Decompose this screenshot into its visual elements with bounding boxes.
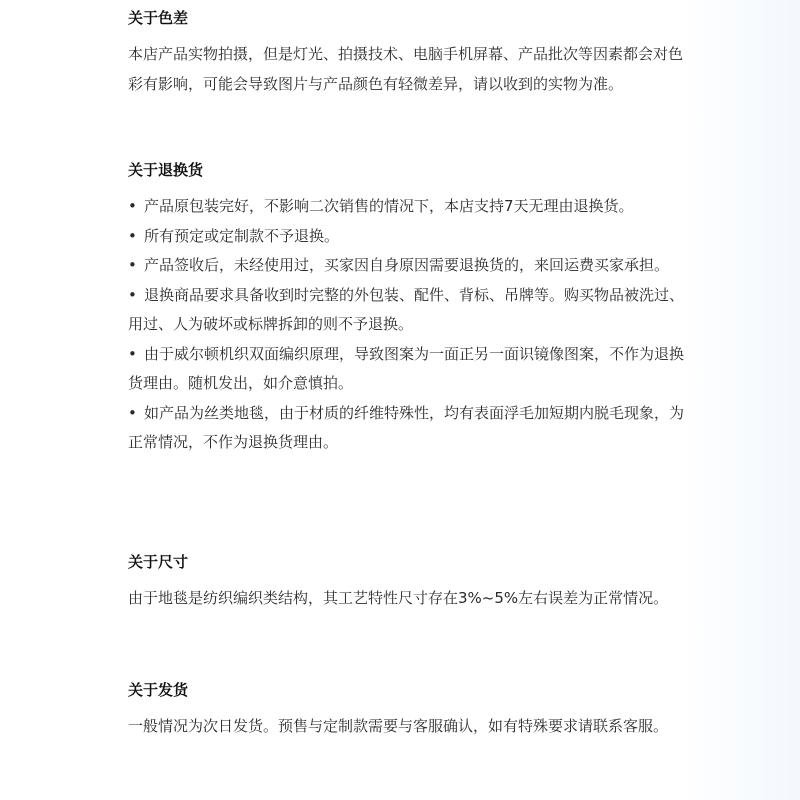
shipping-text: 一般情况为次日发货。预售与定制款需要与客服确认，如有特殊要求请联系客服。 bbox=[128, 717, 669, 735]
returns-item bbox=[128, 340, 688, 399]
size-text: 由于地毯是纺织编织类结构，其工艺特性尺寸存在3%~5%左右误差为正常情况。 bbox=[128, 589, 669, 607]
returns-item-text: 如产品为丝类地毯，由于材质的纤维特殊性，均有表面浮毛加短期内脱毛现象，为正常情况，不作为退换货理由。 bbox=[128, 403, 685, 451]
bullet-icon: • bbox=[128, 197, 137, 215]
returns-item bbox=[128, 192, 688, 222]
color-difference-text: 本店产品实物拍摄，但是灯光、拍摄技术、电脑手机屏幕、产品批次等因素都会对色彩有影响，可能会导致图片与产品颜色有轻微差异，请以收到的实物为准。 bbox=[128, 45, 684, 93]
returns-item-text: 产品原包装完好，不影响二次销售的情况下，本店支持7天无理由退换货。 bbox=[144, 197, 634, 215]
returns-item bbox=[128, 399, 688, 458]
size-section bbox=[128, 552, 688, 614]
returns-item-text: 产品签收后，未经使用过，买家因自身原因需要退换货的，来回运费买家承担。 bbox=[144, 256, 670, 274]
returns-item-text: 退换商品要求具备收到时完整的外包装、配件、背标、吊牌等。购买物品被洗过、用过、人为破坏或标牌拆卸的则不予退换。 bbox=[128, 285, 685, 333]
size-heading: 关于尺寸 bbox=[128, 553, 189, 571]
returns-item bbox=[128, 281, 688, 340]
shipping-heading: 关于发货 bbox=[128, 681, 189, 699]
returns-item bbox=[128, 251, 688, 281]
returns-section bbox=[128, 160, 688, 458]
bullet-icon: • bbox=[128, 226, 137, 245]
bullet-icon: • bbox=[128, 344, 137, 363]
shipping-section bbox=[128, 680, 688, 742]
returns-heading: 关于退换货 bbox=[128, 161, 204, 179]
returns-item-text: 由于威尔顿机织双面编织原理，导致图案为一面正另一面识镜像图案，不作为退换货理由。随机发出，如介意慎拍。 bbox=[128, 344, 685, 392]
bullet-icon: • bbox=[128, 403, 137, 422]
returns-item bbox=[128, 222, 688, 252]
color-difference-heading: 关于色差 bbox=[128, 9, 189, 27]
color-difference-section bbox=[128, 8, 688, 99]
bullet-icon: • bbox=[128, 256, 137, 274]
returns-item-text: 所有预定或定制款不予退换。 bbox=[144, 226, 340, 245]
bullet-icon: • bbox=[128, 285, 137, 304]
